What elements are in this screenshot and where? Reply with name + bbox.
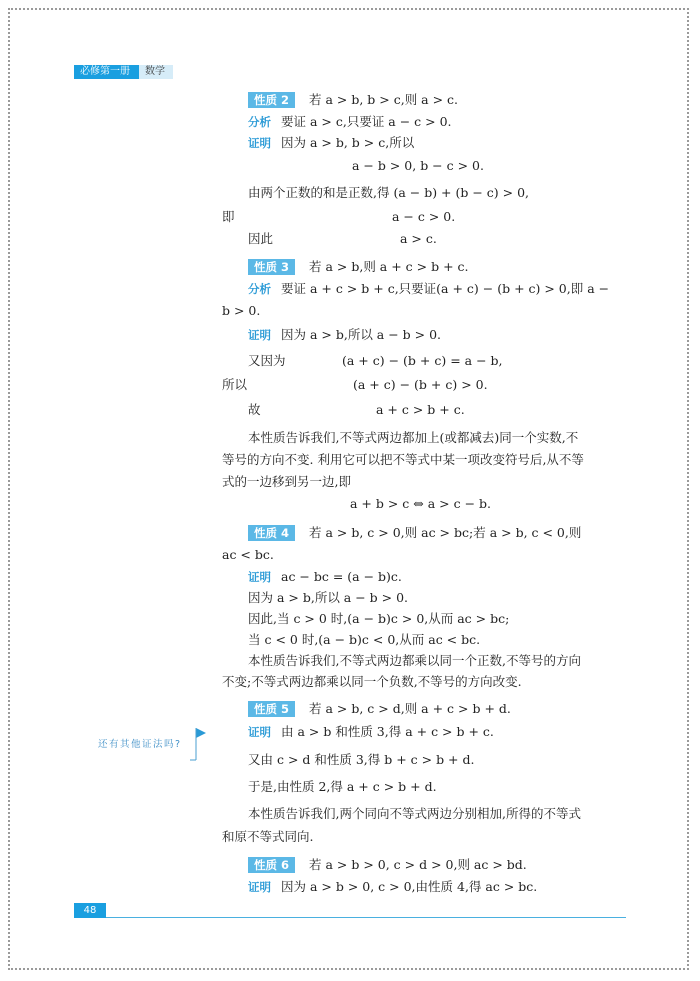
text-line: b > 0. <box>222 303 261 318</box>
footer-rule <box>106 917 626 918</box>
text-line: 因为 a > b,所以 a − b > 0. <box>248 590 409 605</box>
property-4-statement: 性质 4 若 a > b, c > 0,则 ac > bc;若 a > b, c < 0,则 <box>248 525 581 541</box>
property-6-statement: 性质 6 若 a > b > 0, c > d > 0,则 ac > bd. <box>248 857 527 873</box>
property-3-statement: 性质 3 若 a > b,则 a + c > b + c. <box>248 259 469 275</box>
text-label: 又因为 <box>248 353 286 368</box>
subject-label: 数学 <box>139 65 173 79</box>
text-line: 又由 c > d 和性质 3,得 b + c > b + d. <box>248 752 475 767</box>
text-line: 由两个正数的和是正数,得 (a − b) + (b − c) > 0, <box>248 185 530 200</box>
equation: a + b > c ⇔ a > c − b. <box>350 496 491 511</box>
proof-keyword: 证明 <box>248 570 271 584</box>
proof-line: 证明 由 a > b 和性质 3,得 a + c > b + c. <box>248 724 494 739</box>
text-label: 故 <box>248 402 261 417</box>
proof-line: 证明 因为 a > b,所以 a − b > 0. <box>248 327 442 342</box>
equation: (a + c) − (b + c) > 0. <box>353 377 488 392</box>
page-number: 48 <box>74 903 106 918</box>
property-5-statement: 性质 5 若 a > b, c > d,则 a + c > b + d. <box>248 701 511 717</box>
proof-line: 证明 因为 a > b, b > c,所以 <box>248 135 415 150</box>
proof-keyword: 证明 <box>248 880 271 894</box>
flag-icon <box>190 727 214 763</box>
margin-note: 还有其他证法吗? <box>98 739 182 750</box>
property-label: 性质 5 <box>248 701 295 717</box>
text-line: 和原不等式同向. <box>222 829 314 844</box>
property-label: 性质 4 <box>248 525 295 541</box>
proof-line: 证明 ac − bc = (a − b)c. <box>248 569 402 584</box>
proof-keyword: 证明 <box>248 328 271 342</box>
text-line: 于是,由性质 2,得 a + c > b + d. <box>248 779 437 794</box>
analysis-line: 分析 要证 a + c > b + c,只要证(a + c) − (b + c) > 0,即 a − <box>248 281 610 296</box>
property-label: 性质 2 <box>248 92 295 108</box>
text-line: 因此,当 c > 0 时,(a − b)c > 0,从而 ac > bc; <box>248 611 510 626</box>
proof-line: 证明 因为 a > b > 0, c > 0,由性质 4,得 ac > bc. <box>248 879 538 894</box>
text-line: 本性质告诉我们,两个同向不等式两边分别相加,所得的不等式 <box>248 806 581 821</box>
property-2-statement: 性质 2 若 a > b, b > c,则 a > c. <box>248 92 458 108</box>
property-label: 性质 3 <box>248 259 295 275</box>
text-line: ac < bc. <box>222 547 274 562</box>
proof-keyword: 证明 <box>248 136 271 150</box>
text-line: 不变;不等式两边都乘以同一个负数,不等号的方向改变. <box>222 674 522 689</box>
equation: a > c. <box>400 231 437 246</box>
text-label: 所以 <box>222 377 248 392</box>
property-label: 性质 6 <box>248 857 295 873</box>
analysis-keyword: 分析 <box>248 115 271 129</box>
text-label: 即 <box>222 209 235 224</box>
book-label: 必修第一册 <box>74 65 139 79</box>
text-line: 式的一边移到另一边,即 <box>222 474 351 489</box>
text-label: 因此 <box>248 231 274 246</box>
text-line: 等号的方向不变. 利用它可以把不等式中某一项改变符号后,从不等 <box>222 452 584 467</box>
text-line: 本性质告诉我们,不等式两边都加上(或都减去)同一个实数,不 <box>248 430 579 445</box>
analysis-keyword: 分析 <box>248 282 271 296</box>
equation: (a + c) − (b + c) = a − b, <box>342 353 503 368</box>
text-line: 本性质告诉我们,不等式两边都乘以同一个正数,不等号的方向 <box>248 653 581 668</box>
text-line: 当 c < 0 时,(a − b)c < 0,从而 ac < bc. <box>248 632 481 647</box>
analysis-line: 分析 要证 a > c,只要证 a − c > 0. <box>248 114 452 129</box>
header-tag <box>74 65 173 79</box>
equation: a + c > b + c. <box>376 402 465 417</box>
equation: a − b > 0, b − c > 0. <box>352 158 484 173</box>
equation: a − c > 0. <box>392 209 456 224</box>
proof-keyword: 证明 <box>248 725 271 739</box>
